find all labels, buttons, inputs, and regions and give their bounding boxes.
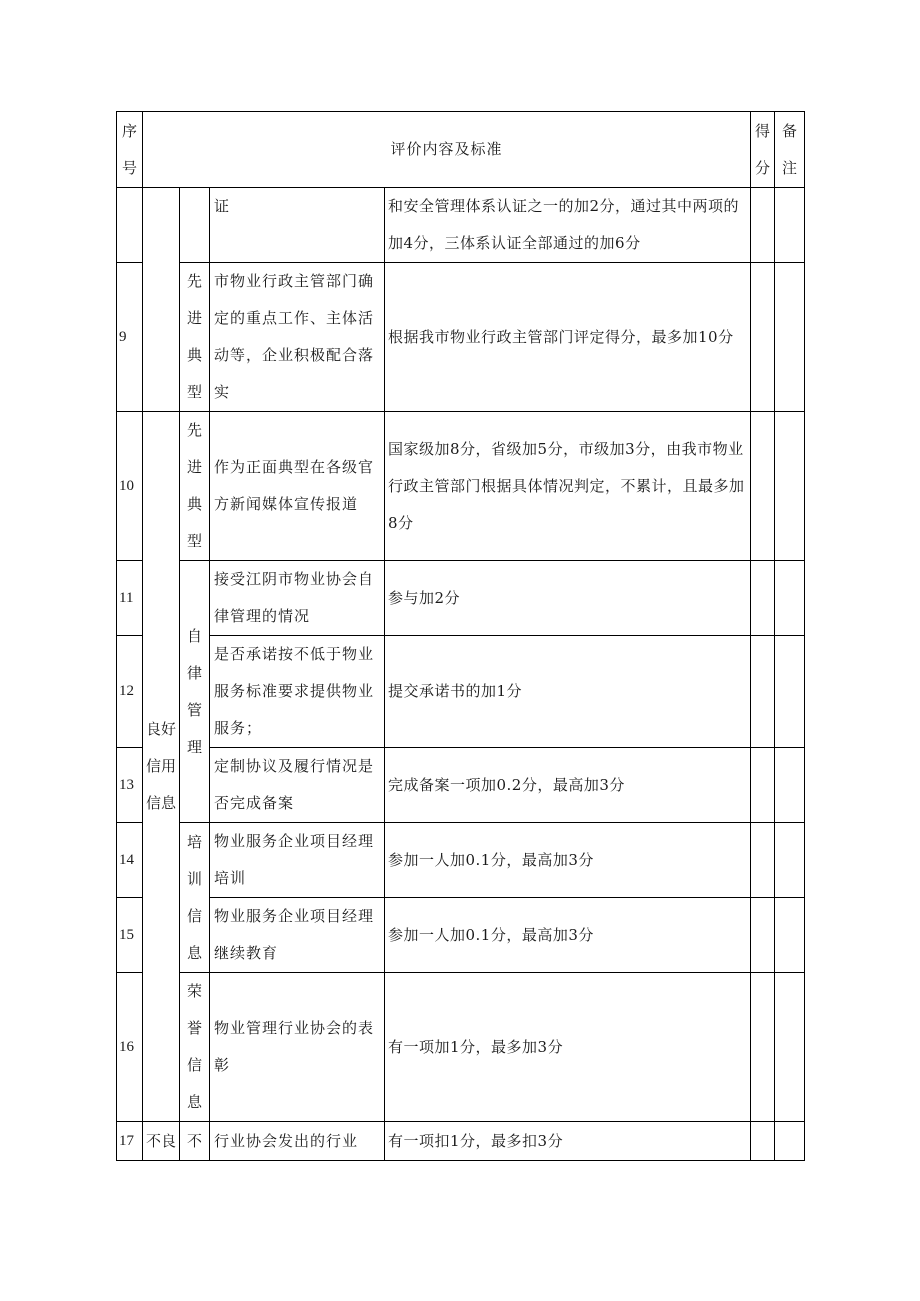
row-item: 接受江阴市物业协会自律管理的情况 — [210, 561, 385, 636]
header-seq: 序 号 — [117, 112, 143, 188]
row-item: 行业协会发出的行业 — [210, 1122, 385, 1161]
sub-category: 先进典型 — [180, 263, 210, 412]
score-cell — [751, 561, 775, 636]
note-cell — [775, 263, 805, 412]
row-standard: 参加一人加0.1分，最高加3分 — [385, 823, 751, 898]
note-cell — [775, 973, 805, 1122]
row-standard: 和安全管理体系认证之一的加2分，通过其中两项的加4分，三体系认证全部通过的加6分 — [385, 188, 751, 263]
row-standard: 提交承诺书的加1分 — [385, 636, 751, 748]
header-score: 得 分 — [751, 112, 775, 188]
category-good-credit: 良好信用信息 — [143, 412, 180, 1122]
score-cell — [751, 748, 775, 823]
row-standard: 完成备案一项加0.2分，最高加3分 — [385, 748, 751, 823]
row-item: 物业服务企业项目经理培训 — [210, 823, 385, 898]
sub-category-self-discipline: 自律管理 — [180, 561, 210, 823]
row-standard: 参与加2分 — [385, 561, 751, 636]
note-cell — [775, 823, 805, 898]
sub-category-training: 培训信息 — [180, 823, 210, 973]
row-item: 定制协议及履行情况是否完成备案 — [210, 748, 385, 823]
row-seq: 11 — [117, 561, 143, 636]
row-seq: 17 — [117, 1122, 143, 1161]
header-content: 评价内容及标准 — [143, 112, 751, 188]
row-item: 证 — [210, 188, 385, 263]
table-row — [117, 1122, 805, 1161]
note-cell — [775, 412, 805, 561]
score-cell — [751, 412, 775, 561]
header-note: 备 注 — [775, 112, 805, 188]
row-seq: 16 — [117, 973, 143, 1122]
table-row — [117, 561, 805, 636]
sub-category: 先进典型 — [180, 412, 210, 561]
row-seq: 12 — [117, 636, 143, 748]
score-cell — [751, 973, 775, 1122]
row-item: 物业服务企业项目经理继续教育 — [210, 898, 385, 973]
score-cell — [751, 188, 775, 263]
table-row — [117, 823, 805, 898]
table-row — [117, 898, 805, 973]
row-item: 是否承诺按不低于物业服务标准要求提供物业服务； — [210, 636, 385, 748]
row-standard: 有一项加1分，最多加3分 — [385, 973, 751, 1122]
table-row — [117, 973, 805, 1122]
sub-category: 荣誉信息 — [180, 973, 210, 1122]
note-cell — [775, 748, 805, 823]
note-cell — [775, 188, 805, 263]
row-standard: 根据我市物业行政主管部门评定得分，最多加10分 — [385, 263, 751, 412]
table-row — [117, 263, 805, 412]
score-cell — [751, 898, 775, 973]
row-item: 市物业行政主管部门确定的重点工作、主体活动等，企业积极配合落实 — [210, 263, 385, 412]
score-cell — [751, 263, 775, 412]
category-bad-credit: 不良 — [143, 1122, 180, 1161]
table-row — [117, 748, 805, 823]
note-cell — [775, 636, 805, 748]
score-cell — [751, 823, 775, 898]
row-seq: 15 — [117, 898, 143, 973]
row-seq: 10 — [117, 412, 143, 561]
row-seq — [117, 188, 143, 263]
table-row — [117, 188, 805, 263]
note-cell — [775, 898, 805, 973]
row-standard: 有一项扣1分，最多扣3分 — [385, 1122, 751, 1161]
table-row — [117, 412, 805, 561]
score-cell — [751, 1122, 775, 1161]
row-standard: 参加一人加0.1分，最高加3分 — [385, 898, 751, 973]
row-standard: 国家级加8分，省级加5分，市级加3分，由我市物业行政主管部门根据具体情况判定，不累计，且最多加8分 — [385, 412, 751, 561]
row-seq: 13 — [117, 748, 143, 823]
sub-category: 不 — [180, 1122, 210, 1161]
row-item: 作为正面典型在各级官方新闻媒体宣传报道 — [210, 412, 385, 561]
table-row — [117, 636, 805, 748]
evaluation-table — [116, 111, 805, 1161]
note-cell — [775, 1122, 805, 1161]
row-seq: 14 — [117, 823, 143, 898]
note-cell — [775, 561, 805, 636]
header-row — [117, 112, 805, 188]
row-item: 物业管理行业协会的表彰 — [210, 973, 385, 1122]
sub-cell — [180, 188, 210, 263]
row-seq: 9 — [117, 263, 143, 412]
score-cell — [751, 636, 775, 748]
category-cell — [143, 188, 180, 412]
